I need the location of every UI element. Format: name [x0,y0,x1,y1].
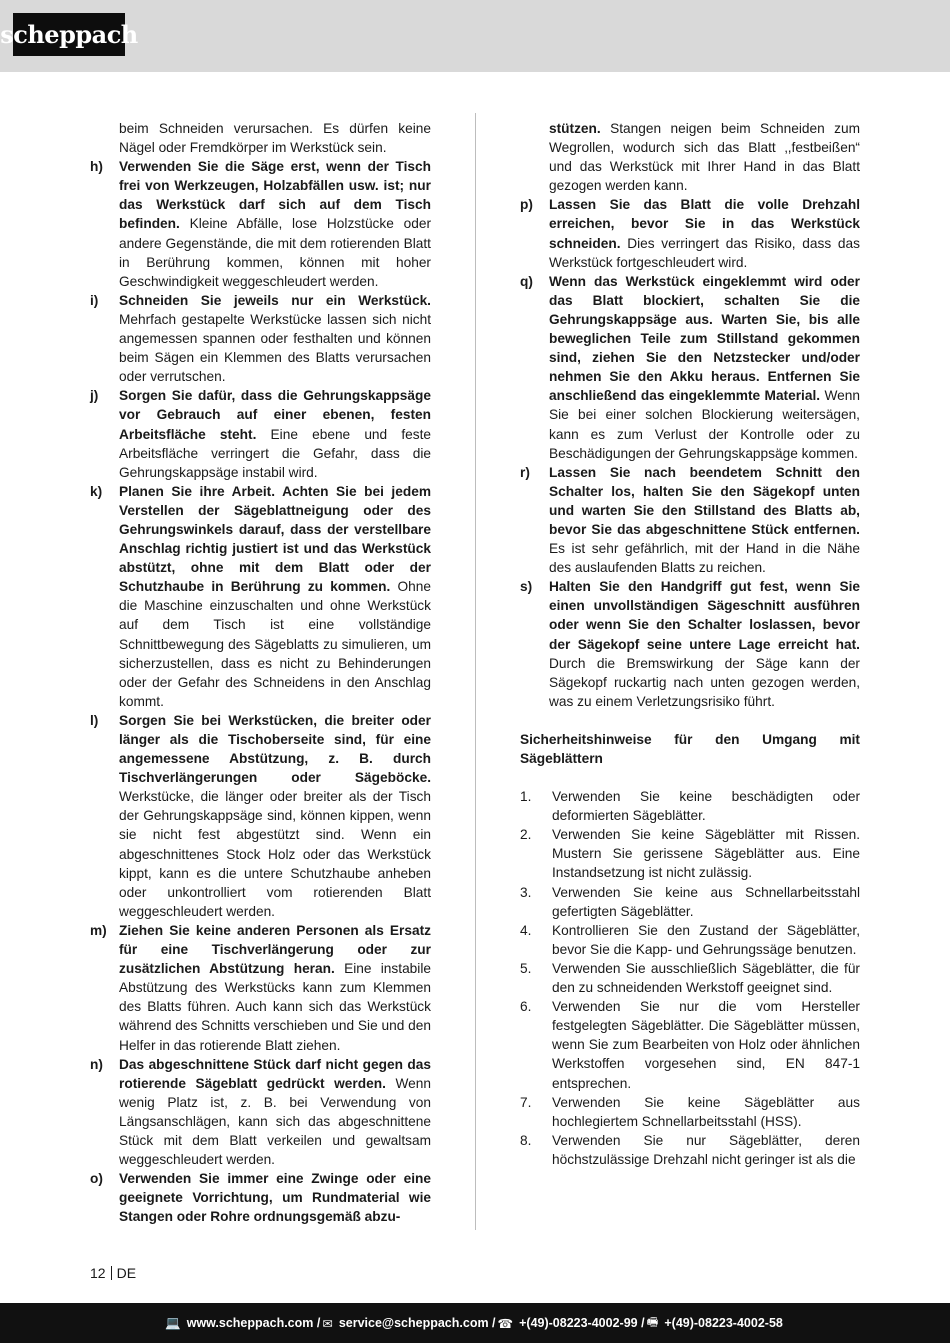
item-label: l) [90,712,99,728]
fax-number: +(49)-08223-4002-58 [664,1316,783,1330]
item-label: j) [90,388,99,404]
scheppach-logo: scheppach [13,13,125,56]
item-text: Mehrfach gestapelte Werkstücke lassen sich nicht angemessen spannen oder festhalten und können beim Sägen ein Klemmen des Blatts verursachen oder verrutschen. [119,311,431,385]
item-label: o) [90,1171,103,1187]
numbered-item [520,1093,860,1131]
item-label: s) [520,579,533,595]
numbered-item [520,959,860,997]
column-divider [475,113,476,1230]
item-number: 2. [520,827,532,843]
list-item-r [520,463,860,578]
continued-bold-text: stützen. [549,121,601,136]
list-item-l [90,711,431,921]
item-text: Verwenden Sie keine Sägeblätter aus hochlegiertem Schnellarbeitsstahl (HSS). [552,1094,860,1129]
item-text: Kleine Abfälle, lose Holzstücke oder andere Gegenstände, die mit dem rotierenden Blatt in Berührung kommen, können mit hoher Geschwindigkeit weggeschleudert werden. [119,216,431,289]
numbered-item [520,825,860,882]
numbered-item [520,921,860,959]
item-text: Verwenden Sie keine aus Schnellarbeitsstahl gefertigten Sägeblätter. [552,884,860,919]
list-item-s [520,577,860,711]
item-bold-text: Schneiden Sie jeweils nur ein Werkstück. [119,292,431,308]
item-text: Verwenden Sie nur Sägeblätter, deren höchstzulässige Drehzahl nicht geringer ist als die [552,1132,860,1167]
continued-text: Stangen neigen beim Schneiden zum Wegrollen, wodurch sich das Blatt ‚,festbeißen“ und das Werkstück mit Ihrer Hand in das Blatt gezogen werden kann. [549,121,860,194]
item-number: 5. [520,960,532,976]
numbered-item [520,883,860,921]
fax-icon: 🖷 [646,1314,659,1329]
item-bold-text: Lassen Sie nach beendetem Schnitt den Schalter los, halten Sie den Sägekopf unten und warten Sie den Stillstand des Blatts ab, bevor Sie das abgeschnittene Stück entfernen. [549,464,860,537]
item-bold-text: Wenn das Werkstück eingeklemmt wird oder das Blatt blockiert, schalten Sie die Gehrungskappsäge aus. Warten Sie, bis alle beweglichen Teile zum Stillstand gekommen sind, ziehen Sie den Netzstecker und/oder nehmen Sie den Akku heraus. Entfernen Sie anschließend das eingeklemmte Material. [549,273,860,404]
page-number [90,1265,136,1281]
item-number: 3. [520,884,532,900]
item-bold-text: Planen Sie ihre Arbeit. Achten Sie bei jedem Verstellen der Sägeblattneigung oder des Gehrungswinkels darauf, dass der verstellbare Anschlag richtig justiert ist und das Werkstück abstützt, ohne mit dem Blatt oder der Schutzhaube in Berührung zu kommen. [119,483,431,595]
continued-paragraph [520,119,860,195]
item-bold-text: Das abgeschnittene Stück darf nicht gegen das rotierende Sägeblatt gedrückt werden. [119,1056,431,1091]
item-label: p) [520,197,533,213]
right-column [520,119,860,1169]
item-text: Verwenden Sie keine Sägeblätter mit Rissen. Mustern Sie gerissene Sägeblätter aus. Eine Instandsetzung ist nicht zulässig. [552,827,860,881]
header-band [0,0,950,72]
computer-icon: 💻 [165,1315,181,1330]
left-column [90,119,431,1226]
email-link[interactable]: service@scheppach.com / [338,1316,496,1330]
item-text: Verwenden Sie ausschließlich Sägeblätter, die für den zu schneidenden Werkstoff geeignet sind. [552,960,860,996]
page-language: DE [116,1265,137,1281]
item-text: Eine instabile Abstützung des Werkstücks kann zum Klemmen des Blatts führen. Auch kann sich das Werkstück während des Schnitts verschieben und Sie und den Helfer in das rotierende Blatt ziehen. [119,961,431,1053]
footer-contact-bar [0,1303,950,1343]
item-bold-text: Sorgen Sie bei Werkstücken, die breiter oder länger als die Tischoberseite sind, für eine angemessene Abstützung, z. B. durch Tischverlängerungen oder Sägeböcke. [119,712,431,786]
section-heading: Sicherheitshinweise für den Umgang mit Sägeblättern [520,731,860,766]
page-number-value: 12 [90,1265,106,1281]
numbered-item [520,1131,860,1169]
numbered-item [520,787,860,825]
item-label: n) [90,1056,103,1072]
item-text: Verwenden Sie nur die vom Hersteller festgelegten Sägeblätter. Die Sägeblätter müssen, wenn Sie zum Bearbeiten von Holz oder ähnlichen Werkstoffen vorgesehen sind, EN 847-1 entsprechen. [552,999,860,1091]
list-item-n [90,1055,431,1170]
list-item-p [520,195,860,271]
list-item-m [90,921,431,1055]
list-item-h [90,157,431,291]
item-bold-text: Verwenden Sie die Säge erst, wenn der Tisch frei von Werkzeugen, Holzabfällen usw. ist; nur das Werkstück darf sich auf dem Tisch befinden. [119,159,431,232]
list-item-q [520,272,860,463]
item-number: 4. [520,922,532,938]
list-item-j [90,386,431,481]
item-text: Eine ebene und feste Arbeitsfläche verringert die Gefahr, dass die Gehrungskappsäge instabil wird. [119,426,431,480]
mail-icon: ✉ [322,1316,333,1331]
item-number: 8. [520,1132,532,1148]
phone-icon: ☎ [497,1316,514,1331]
list-item-i [90,291,431,386]
item-label: k) [90,483,103,499]
phone-number: +(49)-08223-4002-99 / [519,1316,645,1330]
item-text: Werkstücke, die länger oder breiter als der Tisch der Gehrungskappsäge sind, können kippen, wenn sie nicht fest abgestützt sind. Wenn ein abgeschnittenes Stock Holz oder das Werkstück kippt, kann es die untere Schutzhaube anheben oder unkontrolliert vom rotierenden Blatt weggeschleudert werden. [119,789,431,919]
website-link[interactable]: www.scheppach.com / [186,1316,321,1330]
continued-paragraph: beim Schneiden verursachen. Es dürfen keine Nägel oder Fremdkörper im Werkstück sein. [119,121,431,156]
item-number: 7. [520,1094,532,1110]
page-number-separator [111,1266,112,1280]
list-item-k [90,482,431,711]
item-bold-text: Sorgen Sie dafür, dass die Gehrungskappsäge vor Gebrauch auf einer ebenen, festen Arbeitsfläche steht. [119,388,431,442]
item-text: Verwenden Sie keine beschädigten oder deformierten Sägeblätter. [552,789,860,824]
item-label: q) [520,273,533,289]
item-label: i) [90,292,99,308]
item-number: 1. [520,789,532,805]
item-label: r) [520,464,530,480]
item-number: 6. [520,999,532,1015]
item-bold-text: Ziehen Sie keine anderen Personen als Ersatz für eine Tischverlängerung oder zur zusätzlichen Abstützung heran. [119,922,431,977]
item-text: Kontrollieren Sie den Zustand der Sägeblätter, bevor Sie die Kapp- und Gehrungssäge benutzen. [552,922,860,957]
item-text: Ohne die Maschine einzuschalten und ohne Werkstück auf dem Tisch ist eine vollständige Schnittbewegung des Sägeblatts zu simulieren, um sicherzustellen, dass es nicht zu Behinderungen oder der Gefahr des Schneidens in den Anschlag kommt. [119,579,431,709]
item-bold-text: Verwenden Sie immer eine Zwinge oder eine geeignete Vorrichtung, um Rundmaterial wie Stangen oder Rohre ordnungsgemäß abzu- [119,1171,431,1225]
item-text: Wenn wenig Platz ist, z. B. bei Verwendung von Längsanschlägen, kann sich das abgeschnittene Stück mit dem Blatt verkeilen und gewaltsam weggeschleudert werden. [119,1075,432,1168]
item-label: m) [90,922,107,938]
item-label: h) [90,159,103,175]
item-text: Wenn Sie bei einer solchen Blockierung weitersägen, kann es zum Verlust der Kontrolle oder zu Beschädigungen der Gehrungskappsäge kommen. [549,388,861,461]
item-text: Durch die Bremswirkung der Säge kann der Sägekopf ruckartig nach unten gezogen werden, was zu einem Verletzungsrisiko führt. [549,655,860,709]
list-item-o [90,1169,431,1226]
numbered-item [520,997,860,1092]
item-text: Dies verringert das Risiko, dass das Werkstück fortgeschleudert wird. [549,235,860,270]
item-text: Es ist sehr gefährlich, mit der Hand in die Nähe des auslaufenden Blatts zu reichen. [549,541,860,576]
item-bold-text: Lassen Sie das Blatt die volle Drehzahl erreichen, bevor Sie in das Werkstück schneiden. [549,197,860,251]
item-bold-text: Halten Sie den Handgriff gut fest, wenn Sie einen unvollständigen Sägeschnitt ausführen oder wenn Sie den Schalter loslassen, bevor der Sägekopf seine untere Lage erreicht hat. [549,579,860,652]
